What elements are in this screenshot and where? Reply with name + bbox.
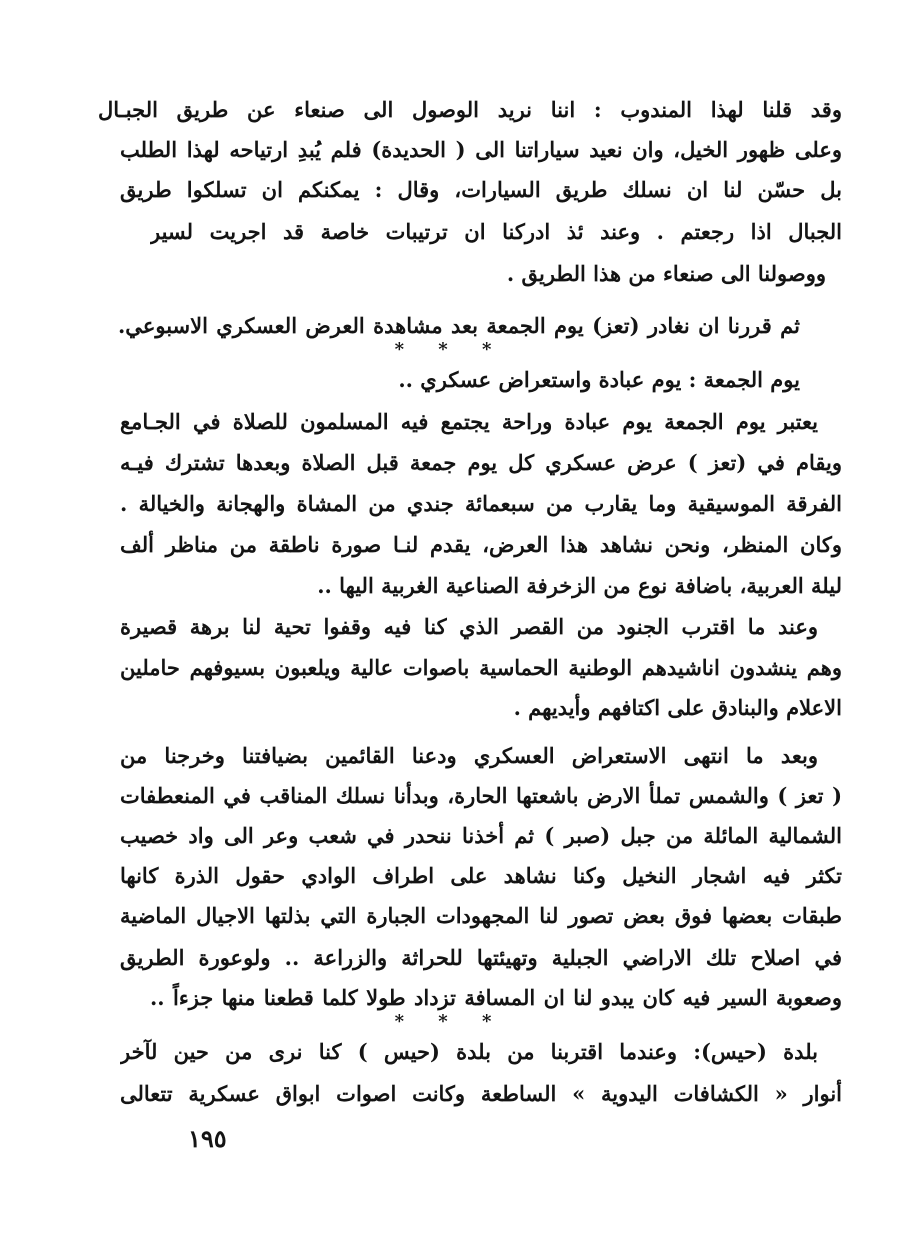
text-line: وكان المنظر، ونحن نشاهد هذا العرض، يقدم لنـا صورة ناطقة من مناظر ألف	[120, 532, 842, 557]
text-line: ووصولنا الى صنعاء من هذا الطريق .	[506, 261, 826, 286]
page-number: ١٩٥	[188, 1124, 227, 1153]
text-line: وصعوبة السير فيه كان يبدو لنا ان المسافة تزداد طولا كلما قطعنا منها جزءاً ..	[150, 985, 842, 1010]
text-line: ليلة العربية، باضافة نوع من الزخرفة الصناعية الغربية اليها ..	[317, 573, 842, 598]
text-line: في اصلاح تلك الاراضي الجبلية وتهيئتها للحراثة والزراعة .. ولوعورة الطريق	[120, 945, 842, 970]
text-line: تكثر فيه اشجار النخيل وكنا نشاهد على اطراف الوادي حقول الذرة كانها	[120, 863, 842, 888]
text-line: الجبال اذا رجعتم . وعند ئذ ادركنا ان ترتيبات خاصة قد اجريت لسير	[150, 219, 842, 244]
text-line: أنوار « الكشافات اليدوية » الساطعة وكانت اصوات ابواق عسكرية تتعالى	[120, 1081, 842, 1106]
text-line: طبقات بعضها فوق بعض تصور لنا المجهودات الجبارة التي بذلتها الاجيال الماضية	[120, 903, 842, 928]
section-separator: * * *	[394, 1011, 506, 1032]
text-line: بلدة (حيس): وعندما اقتربنا من بلدة (حيس ) كنا نرى من حين لآخر	[120, 1039, 818, 1064]
text-line: وعند ما اقترب الجنود من القصر الذي كنا فيه وقفوا تحية لنا برهة قصيرة	[120, 614, 818, 639]
section-separator: * * *	[394, 339, 506, 360]
text-line: ثم قررنا ان نغادر (تعز) يوم الجمعة بعد مشاهدة العرض العسكري الاسبوعي.	[118, 313, 800, 338]
text-line: الاعلام والبنادق على اكتافهم وأيديهم .	[513, 695, 842, 720]
text-line: وقد قلنا لهذا المندوب : اننا نريد الوصول الى صنعاء عن طريق الجبـال	[98, 97, 842, 122]
text-line: ( تعز ) والشمس تملأ الارض باشعتها الحارة، وبدأنا نسلك المناقب في المنعطفات	[120, 783, 842, 808]
text-line: يعتبر يوم الجمعة يوم عبادة وراحة يجتمع فيه المسلمون للصلاة في الجـامع	[120, 409, 818, 434]
text-line: الشمالية المائلة من جبل (صبر ) ثم أخذنا ننحدر في شعب وعر الى واد خصيب	[120, 823, 842, 848]
text-line: ويقام في (تعز ) عرض عسكري كل يوم جمعة قبل الصلاة وبعدها تشترك فيـه	[120, 450, 842, 475]
text-line: وهم ينشدون اناشيدهم الوطنية الحماسية باصوات عالية ويلعبون بسيوفهم حاملين	[120, 655, 842, 680]
text-line: وبعد ما انتهى الاستعراض العسكري ودعنا القائمين بضيافتنا وخرجنا من	[120, 743, 818, 768]
text-line: الفرقة الموسيقية وما يقارب من سبعمائة جندي من المشاة والهجانة والخيالة .	[120, 491, 842, 516]
text-line: وعلى ظهور الخيل، وان نعيد سياراتنا الى ( الحديدة) فلم يُبدِ ارتياحه لهذا الطلب	[120, 137, 842, 162]
text-line: بل حسّن لنا ان نسلك طريق السيارات، وقال : يمكنكم ان تسلكوا طريق	[120, 177, 842, 202]
section-heading: يوم الجمعة : يوم عبادة واستعراض عسكري ..	[398, 367, 800, 392]
